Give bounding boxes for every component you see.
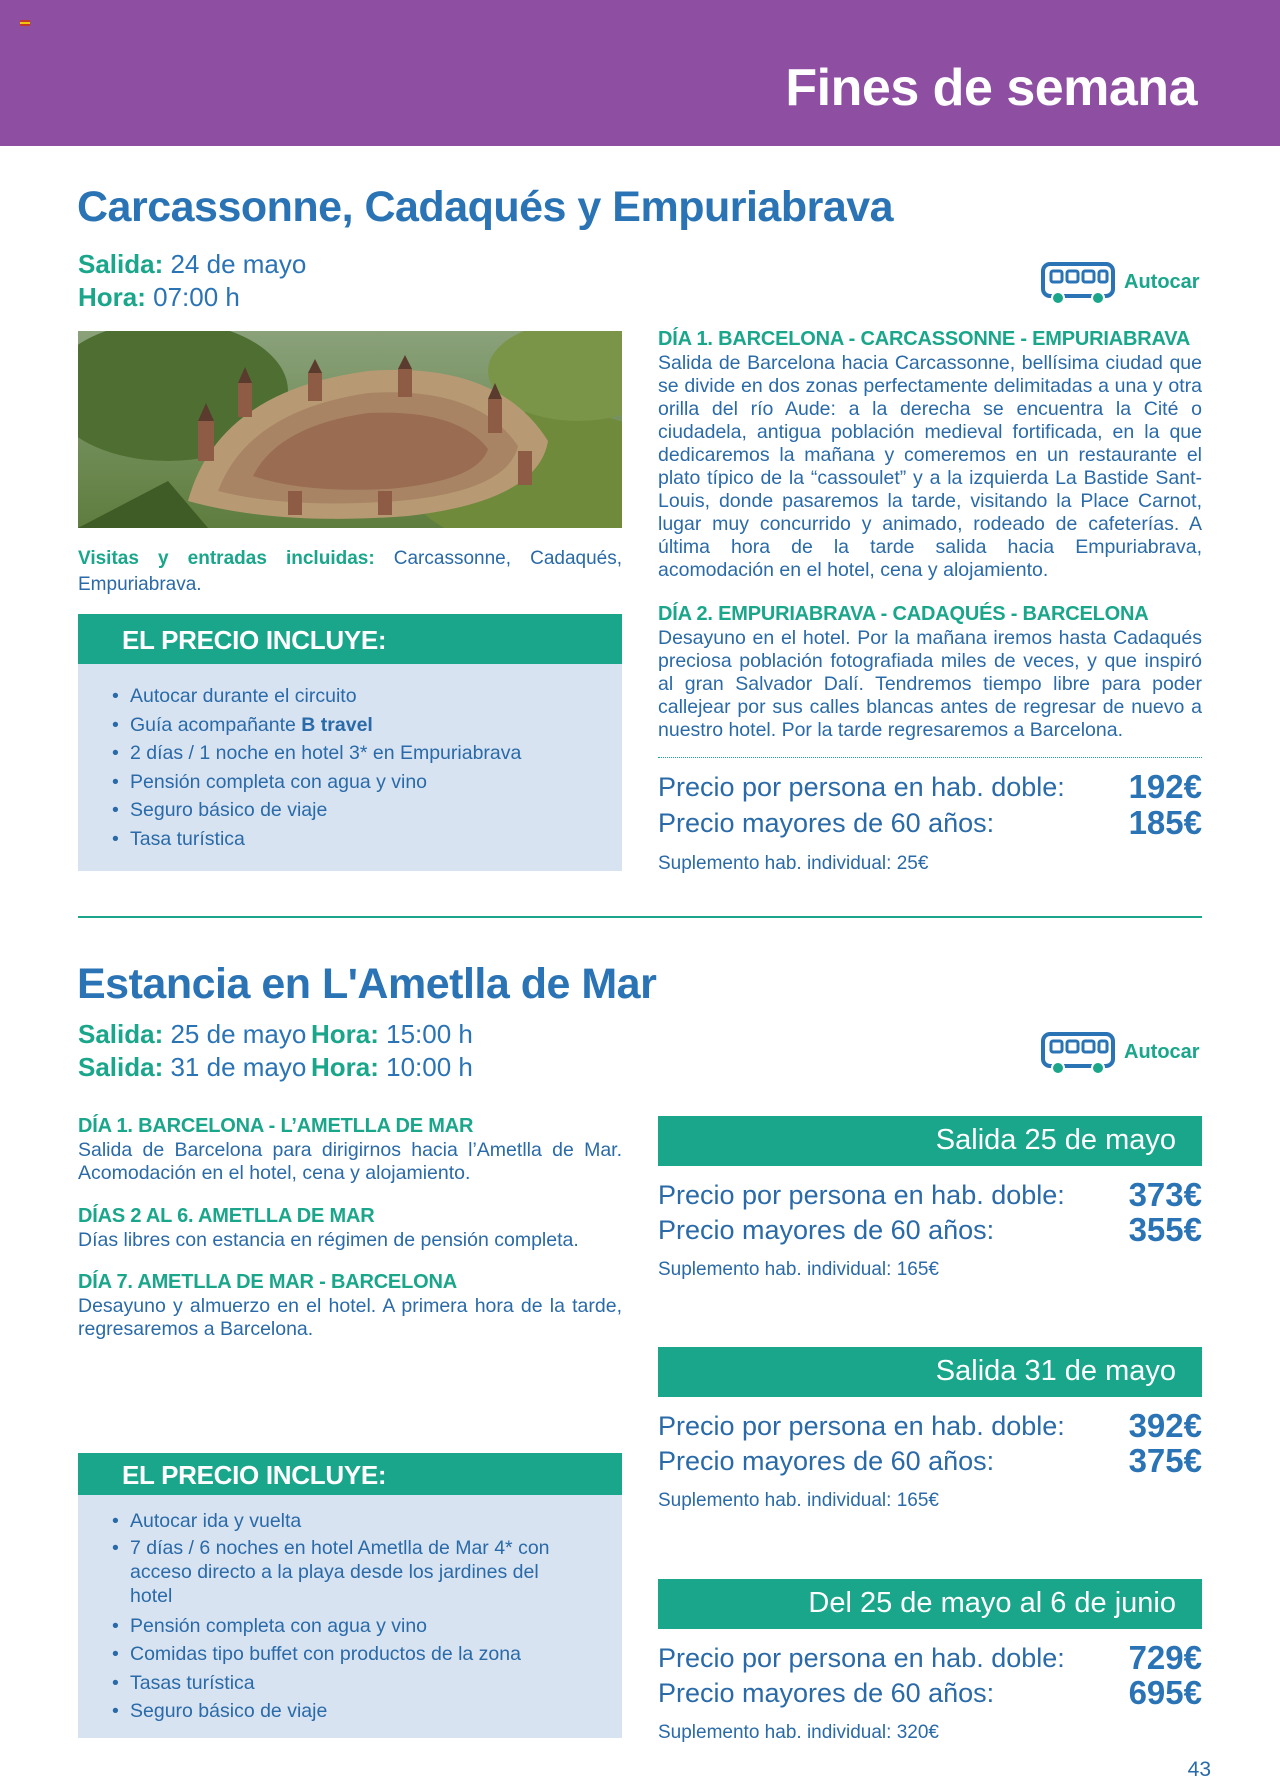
hora-label: Hora: <box>311 1052 379 1082</box>
price-label: Precio mayores de 60 años: <box>658 1446 995 1476</box>
trip1-supplement: Suplemento hab. individual: 25€ <box>658 853 929 874</box>
page-number: 43 <box>1187 1758 1211 1781</box>
price-value: 192€ <box>1128 768 1202 805</box>
trip1-day2-text: Desayuno en el hotel. Por la mañana iremos hasta Cadaqués preciosa población fotografiada miles de veces, y que inspiró al gran Salvador Dalí. Tendremos tiempo libre para poder callejear por sus calles blancas antes de regresar de nuevo a nuestro hotel. Por la tarde regresaremos a Barcelona. <box>658 627 1202 741</box>
price-value: 373€ <box>1128 1176 1202 1213</box>
list-item: • Pensión completa con agua y vino <box>112 768 622 797</box>
salida-value: 25 de mayo <box>163 1019 307 1049</box>
list-item: • Guía acompañante B travel <box>112 711 622 740</box>
hora-value: 10:00 h <box>378 1052 473 1082</box>
price-label: Precio por persona en hab. doble: <box>658 772 1065 802</box>
includes-list <box>78 664 622 853</box>
list-item: • 7 días / 6 noches en hotel Ametlla de Mar 4* con acceso directo a la playa desde los jardines del hotel <box>112 1536 572 1608</box>
hora-label: Hora: <box>78 282 146 312</box>
trip2-includes-box <box>78 1453 622 1738</box>
departure-price-senior <box>658 1674 1202 1714</box>
departure-supplement: Suplemento hab. individual: 320€ <box>658 1722 939 1743</box>
list-item: • Tasa turística <box>112 825 622 854</box>
trip1-price-double <box>658 768 1202 808</box>
trip2-day1-text: Salida de Barcelona para dirigirnos hacia l’Ametlla de Mar. Acomodación en el hotel, cena y alojamiento. <box>78 1139 622 1184</box>
trip2-time-2 <box>311 1051 473 1084</box>
hora-value: 15:00 h <box>378 1019 473 1049</box>
price-value: 392€ <box>1128 1407 1202 1444</box>
trip2-day2-title: DÍAS 2 AL 6. AMETLLA DE MAR <box>78 1205 375 1227</box>
price-label: Precio mayores de 60 años: <box>658 1215 995 1245</box>
includes-list <box>78 1495 622 1726</box>
departure-heading: Salida 25 de mayo <box>658 1116 1202 1166</box>
departure-price-double <box>658 1407 1202 1447</box>
price-label: Precio mayores de 60 años: <box>658 808 995 838</box>
price-value: 695€ <box>1128 1674 1202 1711</box>
list-item: • Autocar ida y vuelta <box>112 1507 622 1536</box>
bus-icon <box>1040 1031 1116 1077</box>
salida-value: 31 de mayo <box>163 1052 307 1082</box>
section-title: Fines de semana <box>785 59 1197 117</box>
includes-heading: EL PRECIO INCLUYE: <box>78 1453 622 1495</box>
departure-supplement: Suplemento hab. individual: 165€ <box>658 1259 939 1280</box>
list-item: • 2 días / 1 noche en hotel 3* en Empuriabrava <box>112 739 622 768</box>
trip2-departure-1 <box>78 1018 306 1051</box>
transport-badge <box>1040 261 1200 307</box>
trip1-departure <box>78 248 306 281</box>
price-label: Precio por persona en hab. doble: <box>658 1411 1065 1441</box>
list-item: • Seguro básico de viaje <box>112 1697 622 1726</box>
transport-label: Autocar <box>1124 271 1200 293</box>
visits-label: Visitas y entradas incluidas: <box>78 548 375 569</box>
trip1-includes-box <box>78 614 622 871</box>
price-divider <box>658 757 1202 758</box>
departure-price-double <box>658 1639 1202 1679</box>
trip2-day1-title: DÍA 1. BARCELONA - L’AMETLLA DE MAR <box>78 1115 474 1137</box>
price-label: Precio por persona en hab. doble: <box>658 1180 1065 1210</box>
trip1-day1-text: Salida de Barcelona hacia Carcassonne, bellísima ciudad que se divide en dos zonas perfectamente delimitadas a una y otra orilla del río Aude: a la derecha se encuentra la Cité o ciudadela, antigua población medieval fortificada, en la que dedicaremos la mañana y comeremos en un restaurante el plato típico de la “cassoulet” y a la izquierda La Bastide Sant-Louis, donde pasaremos la tarde, visitando la Place Carnot, lugar muy concurrido y animado, rodeado de cafeterías. A última hora de la tarde salida hacia Empuriabrava, acomodación en el hotel, cena y alojamiento. <box>658 352 1202 581</box>
trip2-day2-text: Días libres con estancia en régimen de pensión completa. <box>78 1229 579 1251</box>
trip1-time <box>78 281 240 314</box>
departure-price-double <box>658 1176 1202 1216</box>
price-label: Precio por persona en hab. doble: <box>658 1643 1065 1673</box>
departure-heading: Salida 31 de mayo <box>658 1347 1202 1397</box>
price-value: 355€ <box>1128 1211 1202 1248</box>
price-label: Precio mayores de 60 años: <box>658 1678 995 1708</box>
trip1-price-senior <box>658 804 1202 844</box>
list-item: • Comidas tipo buffet con productos de la zona <box>112 1640 622 1669</box>
page-header <box>0 0 1280 146</box>
salida-label: Salida: <box>78 1052 164 1082</box>
transport-label: Autocar <box>1124 1041 1200 1063</box>
bus-icon <box>1040 261 1116 307</box>
hora-label: Hora: <box>311 1019 379 1049</box>
departure-price-senior <box>658 1442 1202 1482</box>
section-divider <box>78 916 1202 918</box>
departure-heading: Del 25 de mayo al 6 de junio <box>658 1579 1202 1629</box>
salida-label: Salida: <box>78 1019 164 1049</box>
trip1-day1-title: DÍA 1. BARCELONA - CARCASSONNE - EMPURIABRAVA <box>658 328 1191 350</box>
trip1-title: Carcassonne, Cadaqués y Empuriabrava <box>77 183 894 231</box>
price-value: 729€ <box>1128 1639 1202 1676</box>
list-item: • Seguro básico de viaje <box>112 796 622 825</box>
price-value: 375€ <box>1128 1442 1202 1479</box>
list-item: • Autocar durante el circuito <box>112 682 622 711</box>
salida-value: 24 de mayo <box>163 249 307 279</box>
trip2-day3-title: DÍA 7. AMETLLA DE MAR - BARCELONA <box>78 1271 457 1293</box>
list-item: • Pensión completa con agua y vino <box>112 1612 622 1641</box>
salida-label: Salida: <box>78 249 164 279</box>
transport-badge <box>1040 1031 1200 1077</box>
trip2-departure-2 <box>78 1051 306 1084</box>
flag-icon <box>20 20 30 27</box>
trip2-day3-text: Desayuno y almuerzo en el hotel. A primera hora de la tarde, regresaremos a Barcelona. <box>78 1295 622 1340</box>
trip2-time-1 <box>311 1018 473 1051</box>
departure-supplement: Suplemento hab. individual: 165€ <box>658 1490 939 1511</box>
trip1-visits <box>78 546 622 598</box>
visits-value: Carcassonne, Cadaqués, Empuriabrava. <box>78 548 623 595</box>
price-value: 185€ <box>1128 804 1202 841</box>
trip1-day2-title: DÍA 2. EMPURIABRAVA - CADAQUÉS - BARCELONA <box>658 603 1149 625</box>
brand-name: B travel <box>301 713 373 736</box>
list-item: • Tasas turística <box>112 1669 622 1698</box>
trip2-title: Estancia en L'Ametlla de Mar <box>77 960 657 1008</box>
carcassonne-photo <box>78 331 622 528</box>
departure-price-senior <box>658 1211 1202 1251</box>
includes-heading: EL PRECIO INCLUYE: <box>78 614 622 664</box>
hora-value: 07:00 h <box>145 282 240 312</box>
